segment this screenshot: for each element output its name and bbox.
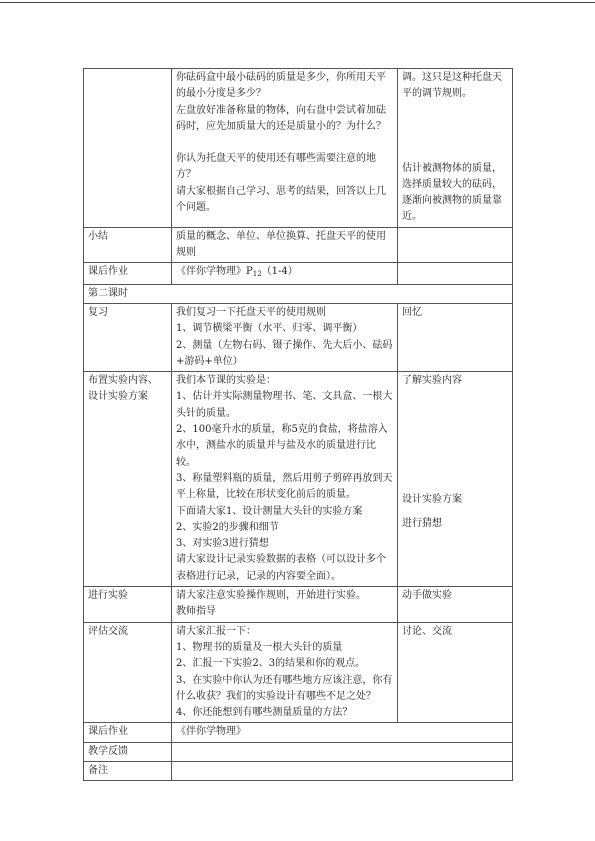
content-line: 2、100毫升水的质量，称5克的食盐，将盐溶入水中，测盐水的质量并与盐及水的质量进行比较。 bbox=[176, 424, 388, 468]
section-label: 课后作业 bbox=[84, 263, 172, 284]
content-cell bbox=[172, 622, 398, 723]
content-cell bbox=[172, 742, 513, 761]
table-row bbox=[84, 303, 513, 371]
homework-items: （1-4） bbox=[261, 266, 298, 278]
content-line: 3、称量塑料瓶的质量，然后用剪子剪碎再放到天平上称量，比较在形状变化前后的质量。 bbox=[176, 472, 393, 501]
content-line: 2、测量（左物右码、镊子操作、先大后小、砝码+游码+单位） bbox=[176, 339, 393, 367]
content-line: 请大家设计记录实验数据的表格（可以设计多个表格进行记录，记录的内容要全面）。 bbox=[176, 554, 386, 582]
content-line: 1、估计并实际测量物理书、笔、文具盒、一根大头针的质量。 bbox=[176, 391, 393, 419]
activity-line: 了解实验内容 bbox=[402, 375, 462, 387]
table-row bbox=[84, 227, 513, 263]
content-cell bbox=[172, 587, 398, 623]
activity-line: 估计被测物体的质量，选择质量较大的砝码，逐渐向被测物的质量靠近。 bbox=[402, 162, 502, 223]
table-row bbox=[84, 622, 513, 723]
table-row bbox=[84, 761, 513, 780]
content-line: 3、对实验3进行猜想 bbox=[176, 538, 269, 550]
section-cell bbox=[84, 69, 172, 228]
content-cell bbox=[172, 372, 398, 587]
section-label: 评估交流 bbox=[84, 622, 172, 723]
content-line: 2、汇报一下实验2、3的结果和你的观点。 bbox=[176, 658, 366, 670]
content-cell bbox=[172, 263, 398, 284]
section-label: 复习 bbox=[84, 303, 172, 371]
section-label: 小结 bbox=[84, 227, 172, 263]
content-cell bbox=[172, 69, 398, 228]
content-line: 1、物理书的质量及一根大头针的质量 bbox=[176, 641, 343, 653]
content-line: 教师指导 bbox=[176, 606, 216, 618]
activity-cell bbox=[398, 227, 513, 263]
table-row bbox=[84, 723, 513, 742]
activity-cell bbox=[398, 372, 513, 587]
activity-cell bbox=[398, 69, 513, 228]
table-row bbox=[84, 372, 513, 587]
activity-line: 调。这只是这种托盘天平的调节规则。 bbox=[402, 72, 502, 100]
content-cell: 《伴你学物理》 bbox=[172, 723, 513, 742]
content-cell: 质量的概念、单位、单位换算、托盘天平的使用规则 bbox=[172, 227, 398, 263]
activity-line: 进行猜想 bbox=[402, 517, 442, 529]
table-row bbox=[84, 284, 513, 303]
table-row bbox=[84, 69, 513, 228]
table-row bbox=[84, 742, 513, 761]
content-line: 你砝码盒中最小砝码的质量是多少，你所用天平的最小分度是多少？ bbox=[176, 72, 386, 100]
content-line: 请大家汇报一下： bbox=[176, 625, 256, 637]
lesson-plan-table bbox=[83, 68, 513, 781]
table-row bbox=[84, 263, 513, 284]
content-line: 4、你还能想到有哪些测量质量的方法？ bbox=[176, 707, 353, 719]
content-line: 2、实验2的步骤和细节 bbox=[176, 521, 279, 533]
homework-page: 12 bbox=[252, 270, 262, 279]
activity-cell bbox=[398, 263, 513, 284]
section-label: 进行实验 bbox=[84, 587, 172, 623]
content-line: 3、在实验中你认为还有哪些地方应该注意，你有什么收获？我们的实验设计有哪些不足之处？ bbox=[176, 674, 393, 702]
content-cell bbox=[172, 303, 398, 371]
content-line: 请大家根据自己学习、思考的结果，回答以上几个问题。 bbox=[176, 185, 386, 214]
activity-cell: 动手做实验 bbox=[398, 587, 513, 623]
table-row bbox=[84, 587, 513, 623]
content-line: 你认为托盘天平的使用还有哪些需要注意的地方？ bbox=[176, 153, 376, 181]
page-top-rule bbox=[0, 2, 595, 3]
content-line: 我们复习一下托盘天平的使用规则 bbox=[176, 306, 326, 318]
homework-book: 《伴你学物理》P bbox=[176, 266, 253, 278]
content-line: 1、调节横梁平衡（水平、归零、调平衡） bbox=[176, 323, 363, 335]
content-line: 我们本节课的实验是： bbox=[176, 375, 276, 387]
content-line: 左盘放好准备称量的物体，向右盘中尝试着加砝码时，应先加质量大的还是质量小的？为什么？ bbox=[176, 104, 386, 132]
activity-line: 设计实验方案 bbox=[402, 494, 462, 506]
section-label: 课后作业 bbox=[84, 723, 172, 742]
content-line: 请大家注意实验操作规则，开始进行实验。 bbox=[176, 590, 366, 602]
content-cell bbox=[172, 761, 513, 780]
session-heading: 第二课时 bbox=[84, 284, 513, 303]
section-label: 布置实验内容、设计实验方案 bbox=[84, 372, 172, 587]
content-line: 下面请大家1、设计测量大头针的实验方案 bbox=[176, 505, 363, 517]
activity-cell: 讨论、交流 bbox=[398, 622, 513, 723]
section-label: 备注 bbox=[84, 761, 172, 780]
activity-cell: 回忆 bbox=[398, 303, 513, 371]
section-label: 教学反馈 bbox=[84, 742, 172, 761]
